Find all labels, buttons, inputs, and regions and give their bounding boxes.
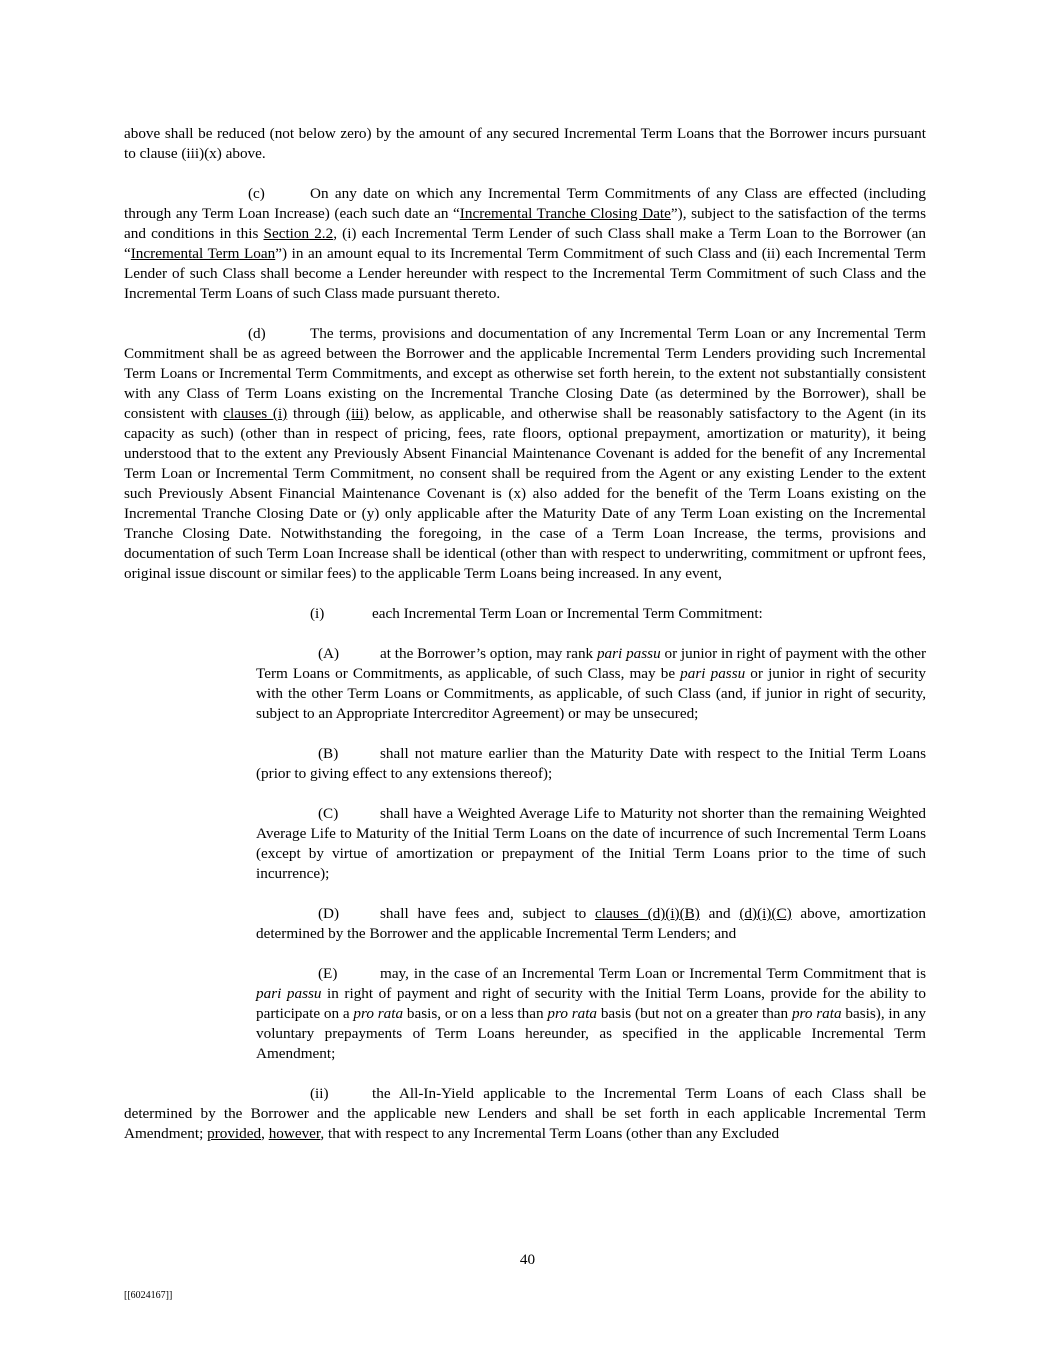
paragraph-E xyxy=(256,964,926,1064)
ii-text-2: , xyxy=(261,1125,269,1142)
d-text-2: through xyxy=(287,405,347,422)
E-text-3: basis, or on a less than xyxy=(403,1005,548,1022)
paragraph-i xyxy=(124,604,926,624)
paragraph-d xyxy=(124,324,926,584)
document-id: [[6024167]] xyxy=(124,1290,173,1301)
link-clause-d-i-C: (d)(i)(C) xyxy=(739,905,792,922)
A-italic-1: pari passu xyxy=(596,645,661,662)
page-body xyxy=(124,124,926,1144)
label-A: (A) xyxy=(318,645,340,662)
D-text-2: and xyxy=(699,905,740,922)
D-text-3: above, amortization determined by the Borrower and the applicable Incremental Term Lenders; and xyxy=(256,905,926,942)
link-incremental-tranche-closing-date: Incremental Tranche Closing Date xyxy=(459,205,671,222)
E-italic-4: pro rata xyxy=(791,1005,842,1022)
label-ii: (ii) xyxy=(310,1085,329,1102)
continuation-text: above shall be reduced (not below zero) by the amount of any secured Incremental Term Loans that the Borrower incurs pursuant to clause (iii)(x) above. xyxy=(124,125,926,162)
paragraph-A xyxy=(256,644,926,724)
label-d: (d) xyxy=(248,325,266,342)
paragraph-c xyxy=(124,184,926,304)
i-text: each Incremental Term Loan or Incremental Term Commitment: xyxy=(372,605,763,622)
E-italic-2: pro rata xyxy=(353,1005,404,1022)
C-text: shall have a Weighted Average Life to Maturity not shorter than the remaining Weighted Average Life to Maturity of the Initial Term Loans on the date of incurrence of such Incremental Term Loans (except by virtue of amortization or prepayment of the Initial Term Loans prior to the time of such incurrence); xyxy=(256,805,926,882)
c-text-4: ”) in an amount equal to its Incremental Term Commitment of such Class and (ii) each Incremental Term Lender of such Class shall become a Lender hereunder with respect to the Incremental Term Commitment of such Class and the Incremental Term Loans of such Class made pursuant thereto. xyxy=(124,245,926,302)
B-text: shall not mature earlier than the Maturity Date with respect to the Initial Term Loans (prior to giving effect to any extensions thereof); xyxy=(256,745,926,782)
page-number: 40 xyxy=(519,1251,536,1268)
c-text-1: On any date on which any Incremental Term Commitments of any Class are effected (including through any Term Loan Increase) (each such date an “ xyxy=(124,185,926,222)
A-text-2: or junior in right of payment with the other Term Loans or Commitments, as applicable, of such Class, may be xyxy=(256,645,926,682)
link-clauses-d-i-B: clauses (d)(i)(B) xyxy=(594,905,700,922)
paragraph-C xyxy=(256,804,926,884)
d-text-1: The terms, provisions and documentation of any Incremental Term Loan or any Incremental Term Commitment shall be as agreed between the Borrower and the applicable Incremental Term Lenders providing such Incremental Term Loans or Incremental Term Commitments, and except as otherwise set forth herein, to the extent not substantially consistent with any Class of Term Loans existing on the Incremental Tranche Closing Date (as determined by the Borrower), shall be consistent with xyxy=(124,325,926,422)
A-text-3: or junior in right of security with the other Term Loans or Commitments, as applicable, of such Class (and, if junior in right of security, subject to an Appropriate Intercreditor Agreement) or may be unsecured; xyxy=(256,665,926,722)
E-text-2: in right of payment and right of security with the Initial Term Loans, provide for the ability to participate on a xyxy=(256,985,926,1022)
E-text-1: may, in the case of an Incremental Term Loan or Incremental Term Commitment that is xyxy=(380,965,926,982)
link-clauses-i: clauses (i) xyxy=(223,405,288,422)
E-italic-1: pari passu xyxy=(256,985,322,1002)
E-text-4: basis (but not on a greater than xyxy=(597,1005,792,1022)
link-incremental-term-loan: Incremental Term Loan xyxy=(130,245,276,262)
label-c: (c) xyxy=(248,185,265,202)
paragraph-ii xyxy=(124,1084,926,1144)
ii-text-1: the All-In-Yield applicable to the Incremental Term Loans of each Class shall be determined by the Borrower and the applicable new Lenders and shall be set forth in each applicable Incremental Term Amendment; xyxy=(124,1085,926,1142)
E-text-5: basis), in any voluntary prepayments of Term Loans hereunder, as specified in the applicable Incremental Term Amendment; xyxy=(256,1005,926,1062)
label-E: (E) xyxy=(318,965,338,982)
c-text-3: , (i) each Incremental Term Lender of such Class shall make a Term Loan to the Borrower (an “ xyxy=(124,225,926,262)
A-italic-2: pari passu xyxy=(680,665,746,682)
label-i: (i) xyxy=(310,605,325,622)
link-clause-iii: (iii) xyxy=(346,405,369,422)
paragraph-D xyxy=(256,904,926,944)
d-text-3: below, as applicable, and otherwise shall be reasonably satisfactory to the Agent (in its capacity as such) (other than in respect of pricing, fees, rate floors, optional prepayment, amortization or maturity), it being understood that to the extent any Previously Absent Financial Maintenance Covenant is added for the benefit of any Incremental Term Loan or Incremental Term Commitment, no consent shall be required from the Agent or any existing Lender to the extent such Previously Absent Financial Maintenance Covenant is (x) also added for the benefit of the Term Loans existing on the Incremental Tranche Closing Date or (y) only applicable after the Maturity Date of any Term Loan existing on the Incremental Tranche Closing Date. Notwithstanding the foregoing, in the case of a Term Loan Increase, the terms, provisions and documentation of such Term Loan Increase shall be identical (other than with respect to underwriting, commitment or upfront fees, original issue discount or similar fees) to the applicable Term Loans being increased. In any event, xyxy=(124,405,926,582)
label-B: (B) xyxy=(318,745,339,762)
paragraph-continuation xyxy=(124,124,926,164)
however-term: however xyxy=(268,1125,321,1142)
label-C: (C) xyxy=(318,805,339,822)
E-italic-3: pro rata xyxy=(547,1005,598,1022)
link-section-2-2: Section 2.2 xyxy=(263,225,334,242)
paragraph-B xyxy=(256,744,926,784)
D-text-1: shall have fees and, subject to xyxy=(380,905,595,922)
ii-text-3: , that with respect to any Incremental Term Loans (other than any Excluded xyxy=(320,1125,780,1142)
provided-term: provided xyxy=(207,1125,262,1142)
label-D: (D) xyxy=(318,905,340,922)
c-text-2: ”), subject to the satisfaction of the terms and conditions in this xyxy=(124,205,926,242)
A-text-1: at the Borrower’s option, may rank xyxy=(380,645,597,662)
